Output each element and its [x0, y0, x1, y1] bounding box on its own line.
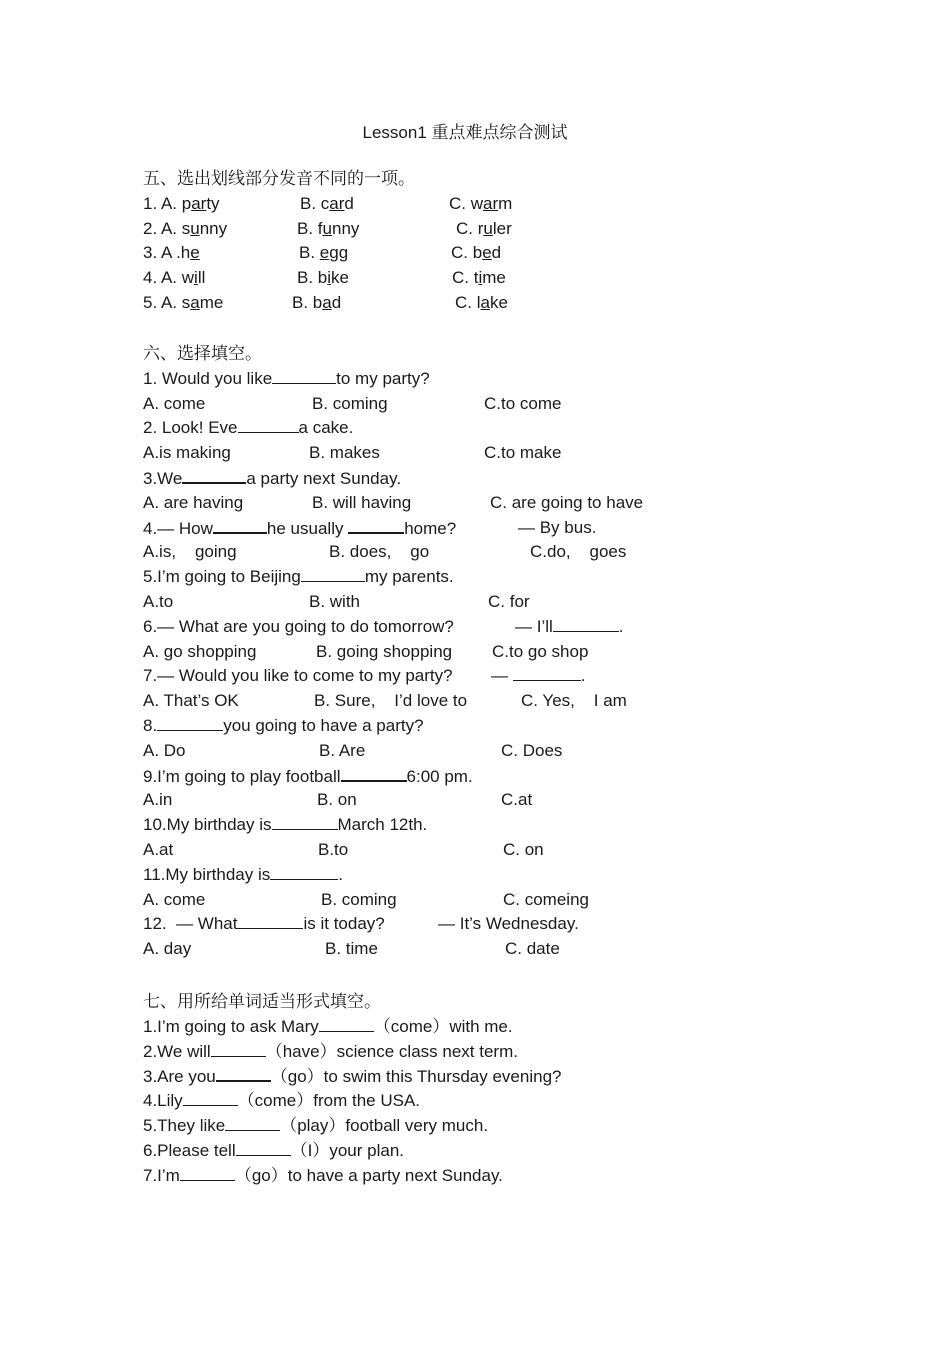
question: 4.Lily （come）from the USA.: [143, 1091, 421, 1111]
option-a: 5. A. same: [143, 292, 224, 312]
option-b: B. going shopping: [316, 641, 453, 661]
option-b: B. bad: [292, 292, 342, 312]
question: 4.— How he usually home? — By bus.: [143, 516, 903, 541]
option-b: B. does, go: [329, 542, 430, 562]
option-a: A. are having: [143, 492, 244, 512]
option-c: C. Yes, I am: [521, 691, 627, 711]
answer-blank: [225, 1114, 280, 1131]
option-c: C. warm: [449, 193, 513, 213]
answer-blank: [341, 764, 407, 782]
answer-text: — .: [491, 666, 586, 686]
option-a: 2. A. sunny: [143, 218, 228, 238]
option-a: A. go shopping: [143, 641, 257, 661]
option-a: 4. A. will: [143, 268, 206, 288]
option-c: C.to come: [484, 393, 562, 413]
options-row: [143, 441, 903, 466]
question: 7.— Would you like to come to my party? — .: [143, 664, 903, 689]
option-a: A. day: [143, 939, 192, 959]
option-b: B. Are: [319, 740, 366, 760]
option-c: C.to go shop: [492, 641, 589, 661]
answer-blank: [272, 367, 336, 384]
question: 6.Please tell （I）your plan.: [143, 1140, 405, 1160]
option-a: A. come: [143, 889, 206, 909]
option-b: B. time: [325, 939, 378, 959]
page-title: Lesson1 重点难点综合测试: [362, 123, 568, 142]
options-row: [143, 838, 903, 863]
option-c: C. on: [503, 839, 544, 859]
answer-text: — It’s Wednesday.: [438, 914, 579, 934]
option-a: A.is making: [143, 443, 231, 463]
options-row: [143, 888, 903, 913]
option-c: C. date: [505, 939, 560, 959]
option-a: A. Do: [143, 740, 186, 760]
question: 5.They like （play）football very much.: [143, 1115, 489, 1135]
question: 1.I’m going to ask Mary （come）with me.: [143, 1016, 513, 1036]
option-c: C. ruler: [456, 218, 512, 238]
option-b: B.to: [318, 839, 349, 859]
options-row: [143, 937, 903, 962]
question: 7.I’m （go）to have a party next Sunday.: [143, 1165, 503, 1185]
answer-blank: [183, 1089, 238, 1106]
section-multiple-choice: [143, 342, 903, 962]
option-c: C. time: [452, 268, 506, 288]
option-a: 3. A .he: [143, 243, 200, 263]
question-row: [143, 192, 903, 217]
answer-text: — By bus.: [518, 517, 597, 537]
answer-blank: [319, 1015, 374, 1032]
section-heading: 六、选择填空。: [143, 344, 262, 363]
answer-blank: [553, 615, 619, 632]
question: 12. — What is it today? — It’s Wednesday.: [143, 912, 903, 937]
answer-blank: [270, 863, 338, 880]
answer-blank: [238, 416, 299, 433]
options-row: [143, 788, 903, 813]
option-a: A.to: [143, 591, 174, 611]
question-row: [143, 241, 903, 266]
option-b: B. egg: [299, 243, 349, 263]
option-b: B. card: [300, 193, 354, 213]
answer-blank: [213, 516, 267, 534]
option-a: 1. A. party: [143, 193, 220, 213]
question: 8. you going to have a party?: [143, 715, 424, 735]
question-row: [143, 291, 903, 316]
option-c: C. Does: [501, 740, 563, 760]
option-b: B. makes: [309, 443, 380, 463]
option-b: B. bike: [297, 268, 349, 288]
option-c: C. comeing: [503, 889, 589, 909]
option-b: B. with: [309, 591, 361, 611]
option-c: C.to make: [484, 443, 562, 463]
question: 2.We will （have）science class next term.: [143, 1041, 518, 1061]
question: 10.My birthday is March 12th.: [143, 815, 428, 835]
answer-blank: [211, 1040, 266, 1057]
section-word-forms: [143, 990, 903, 1188]
option-b: B. coming: [321, 889, 397, 909]
answer-blank: [157, 714, 223, 731]
option-c: C. for: [488, 591, 530, 611]
section-heading: 五、选出划线部分发音不同的一项。: [143, 169, 415, 188]
answer-blank: [236, 1139, 291, 1156]
question-row: [143, 217, 903, 242]
option-c: C. bed: [451, 243, 502, 263]
options-row: [143, 739, 903, 764]
answer-blank: [348, 516, 404, 534]
question: 3.Are you （go）to swim this Thursday evening?: [143, 1064, 903, 1089]
section-heading: 七、用所给单词适当形式填空。: [143, 992, 381, 1011]
answer-blank: [237, 912, 303, 929]
question-row: [143, 266, 903, 291]
question: 5.I’m going to Beijing my parents.: [143, 567, 454, 587]
question: 9.I’m going to play football 6:00 pm.: [143, 764, 903, 789]
option-b: B. funny: [297, 218, 360, 238]
options-row: [143, 540, 903, 565]
option-c: C.at: [501, 790, 533, 810]
option-a: A.at: [143, 839, 174, 859]
options-row: [143, 491, 903, 516]
option-a: A. That’s OK: [143, 691, 239, 711]
question: 6.— What are you going to do tomorrow? — I’ll .: [143, 615, 903, 640]
answer-blank: [513, 664, 581, 681]
option-c: C.do, goes: [530, 542, 627, 562]
answer-blank: [182, 466, 246, 484]
options-row: [143, 590, 903, 615]
option-a: A.in: [143, 790, 173, 810]
answer-blank: [301, 565, 365, 582]
option-c: C. are going to have: [490, 492, 644, 512]
question: 2. Look! Eve a cake.: [143, 418, 354, 438]
options-row: [143, 640, 903, 665]
question: 11.My birthday is .: [143, 864, 343, 884]
options-row: [143, 392, 903, 417]
answer-blank: [180, 1164, 235, 1181]
answer-blank: [272, 813, 338, 830]
option-a: A. come: [143, 393, 206, 413]
option-b: B. coming: [312, 393, 388, 413]
answer-text: — I’ll .: [515, 616, 624, 636]
answer-blank: [216, 1064, 271, 1082]
option-b: B. will having: [312, 492, 412, 512]
question: 3.We a party next Sunday.: [143, 466, 903, 491]
option-c: C. lake: [455, 292, 508, 312]
option-b: B. on: [317, 790, 357, 810]
options-row: [143, 689, 903, 714]
option-b: B. Sure, I’d love to: [314, 691, 468, 711]
section-pronunciation: [143, 167, 903, 316]
option-a: A.is, going: [143, 542, 237, 562]
question: 1. Would you like to my party?: [143, 368, 430, 388]
